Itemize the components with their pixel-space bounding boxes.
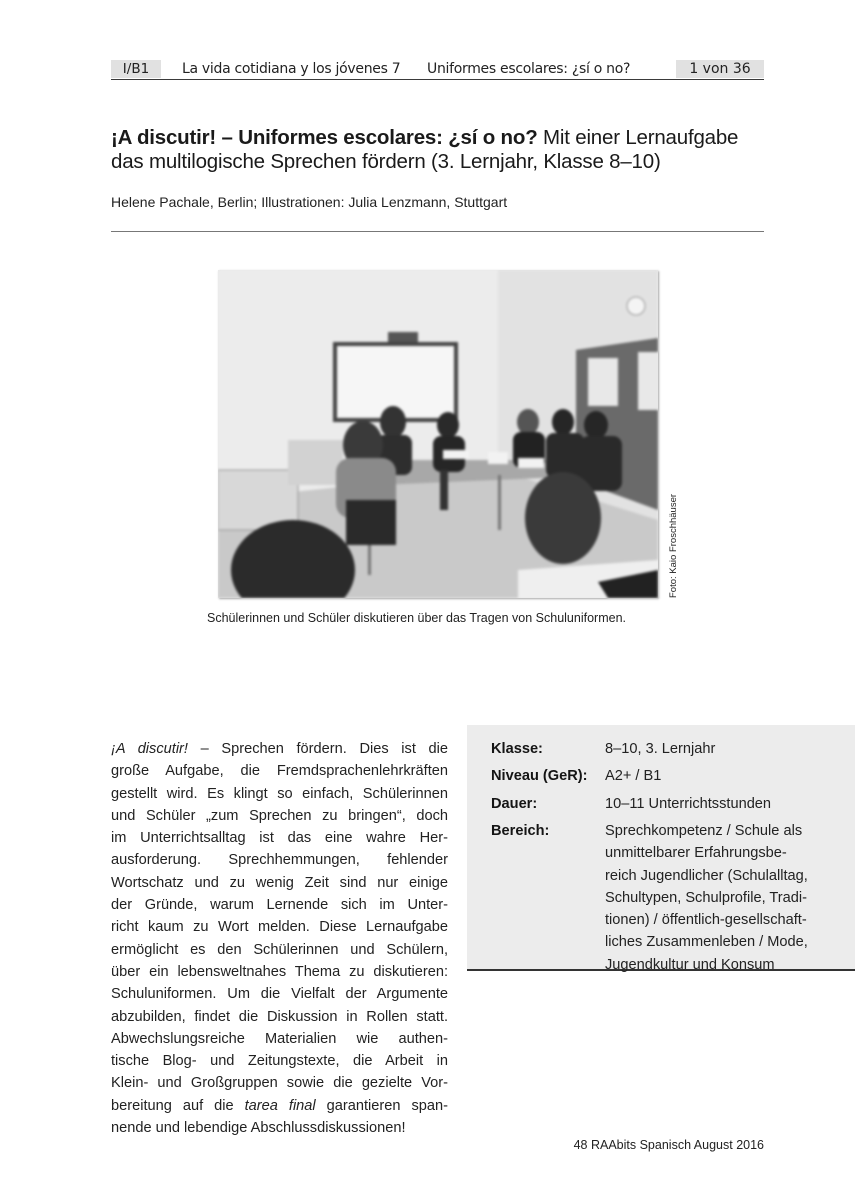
body-line: Klein- und Großgruppen sowie die gezielte Vor-: [111, 1075, 448, 1092]
body-line: der Gründe, warum Lernende sich im Unter-: [111, 897, 448, 914]
body-line: über ein lebensweltnahes Thema zu diskutieren:: [111, 963, 448, 980]
body-line: große Aufgabe, die Fremdsprachenlehrkräften: [111, 763, 448, 780]
body-line: gestellt wird. Es klingt so einfach, Schülerinnen: [111, 785, 448, 802]
info-label: Klasse:: [491, 741, 543, 757]
info-label: Bereich:: [491, 823, 550, 839]
title-bold: ¡A discutir! – Uniformes escolares: ¿sí o no?: [111, 126, 538, 149]
body-line: tische Blog- und Zeitungstexte, die Arbeit in: [111, 1053, 448, 1070]
body-line: im Unterrichtsalltag ist das eine wahre Her-: [111, 830, 448, 847]
photo-credit: Foto: Kaio Froschhäuser: [668, 493, 679, 598]
body-line: Wortschatz und zu wenig Zeit sind nur einige: [111, 874, 448, 891]
page-footer: 48 RAAbits Spanisch August 2016: [573, 1138, 764, 1152]
tarea-final-italic: tarea final: [244, 1097, 316, 1114]
body-line: nende und lebendige Abschlussdiskussionen!: [111, 1120, 406, 1137]
body-line: Abwechslungsreiche Materialien wie authen-: [111, 1030, 448, 1047]
photo-caption: Schülerinnen und Schüler diskutieren über das Tragen von Schuluniformen.: [206, 611, 626, 625]
section-code: I/B1: [111, 60, 161, 78]
body-line: ¡A discutir! – Sprechen fördern. Dies ist die: [111, 741, 448, 757]
body-line: Schuluniformen. Um die Vielfalt der Argumente: [111, 986, 448, 1003]
running-header: [111, 60, 764, 80]
info-box: [467, 725, 855, 971]
body-line: ermöglicht es den Schülerinnen und Schülern,: [111, 941, 448, 958]
info-label: Niveau (GeR):: [491, 768, 588, 784]
info-value: 10–11 Unterrichtsstunden: [605, 796, 772, 812]
page-indicator: 1 von 36: [676, 60, 764, 78]
title-subtitle: Mit einer Lernaufgabe das multilogische Sprechen fördern (3. Lernjahr, Klasse 8–10): [111, 126, 739, 173]
divider: [111, 231, 764, 232]
page-title: [111, 126, 771, 174]
photo-caption-wrap: [0, 611, 855, 625]
body-line: ausforderung. Sprechhemmungen, fehlender: [111, 852, 448, 869]
unit-topic: Uniformes escolares: ¿sí o no?: [427, 61, 631, 77]
body-line: und Schüler „zum Sprechen zu bringen“, doch: [111, 807, 448, 824]
intro-paragraph: [111, 738, 448, 1139]
classroom-photo: [218, 270, 658, 598]
info-value: Sprechkompetenz / Schule als unmittelbarer Erfahrungsbe- reich Jugendlicher (Schulalltag, Schultypen, Schulprofile, Tradi- tionen) / öffentlich-gesellschaft- liches Zusammenleben / Mode, Jugendkultur und Konsum: [605, 823, 808, 973]
body-line: abzubilden, findet die Diskussion in Rollen statt.: [111, 1008, 448, 1025]
info-value: 8–10, 3. Lernjahr: [605, 741, 716, 757]
body-line: bereitung auf die tarea final garantieren span-: [111, 1097, 449, 1114]
info-value: A2+ / B1: [605, 768, 662, 784]
intro-italic: ¡A discutir!: [111, 741, 188, 757]
authors-line: Helene Pachale, Berlin; Illustrationen: Julia Lenzmann, Stuttgart: [111, 194, 508, 210]
body-line: richt kaum zu Wort melden. Diese Lernaufgabe: [111, 919, 448, 936]
series-title: La vida cotidiana y los jóvenes 7: [182, 61, 401, 77]
info-label: Dauer:: [491, 796, 538, 812]
photo-illustration: [218, 270, 658, 598]
